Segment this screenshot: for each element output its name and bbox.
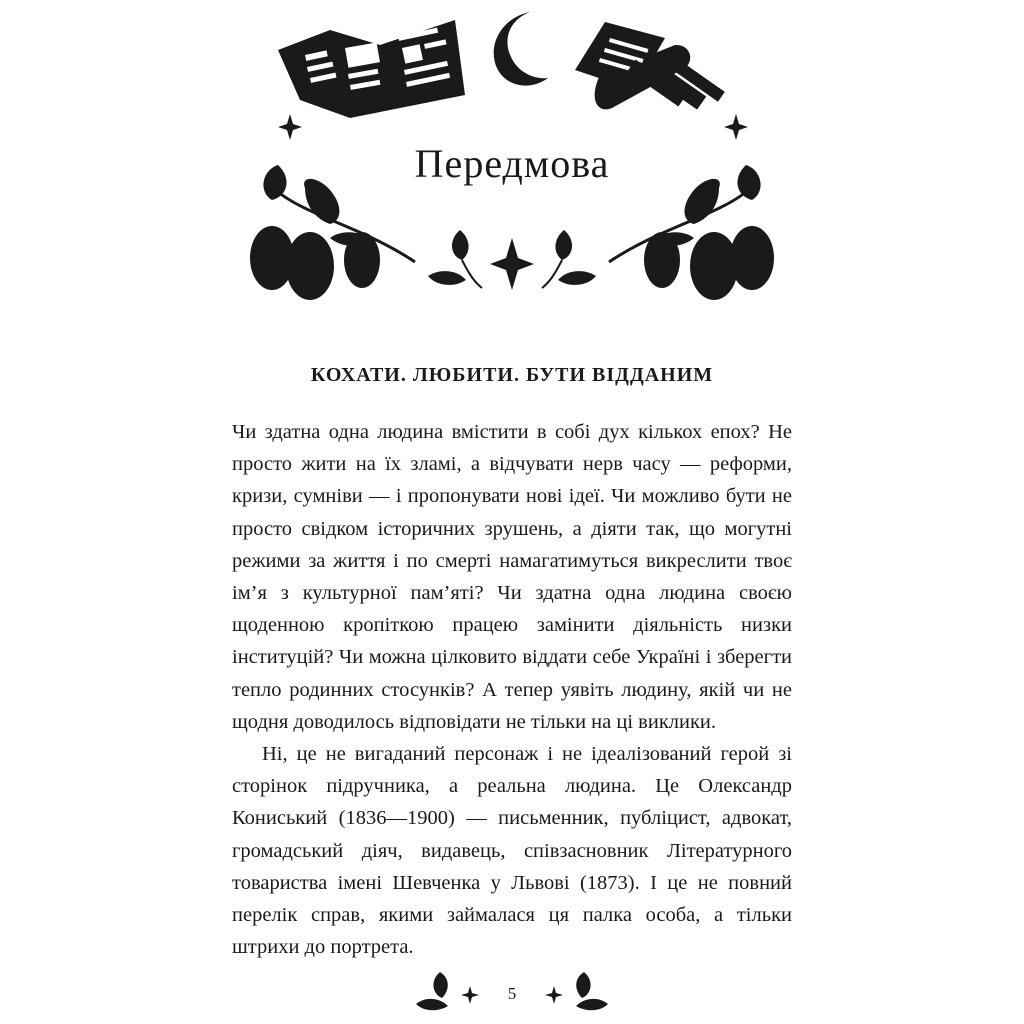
sparkle-icon xyxy=(490,238,534,290)
crescent-moon-icon xyxy=(494,12,548,86)
body-text xyxy=(232,416,792,963)
mulberry-icon xyxy=(644,226,774,300)
chapter-subtitle: КОХАТИ. ЛЮБИТИ. БУТИ ВІДДАНИМ xyxy=(310,364,714,386)
mulberry-icon xyxy=(250,226,380,300)
sparkle-icon xyxy=(278,114,302,140)
paragraph: Чи здатна одна людина вмістити в собі дух кількох епох? Не просто жити на їх зламі, а відчувати нерв часу — реформи, кризи, сумніви — і пропонувати нові ідеї. Чи можливо бути не просто свідком історичних зрушень, а діяти так, що могутні режими за життя і по смерті намагатимуться викреслити твоє ім’я з культурної пам’яті? Чи здатна одна людина своєю щоденною кропіткою працею замінити діяльність низки інституцій? Чи можна цілковито віддати себе Україні і зберегти тепло родинних стосунків? А тепер уявіть людину, якій чи не щодня доводилось відповідати не тільки на ці виклики. xyxy=(232,421,792,733)
chapter-title: Передмова xyxy=(414,141,610,186)
page-number: 5 xyxy=(507,984,517,1003)
books-icon xyxy=(575,22,725,110)
sparkle-icon xyxy=(724,114,748,140)
newspaper-icon xyxy=(278,20,465,118)
paragraph: Ні, це не вигаданий персонаж і не ідеалізований герой зі сторінок підручника, а реальна людина. Це Олександр Кониський (1836—1900) — письменник, публіцист, адвокат, громадський діяч, видавець, співзасновник Літературного товариства імені Шевченка у Львові (1873). І це не повний перелік справ, якими займалася ця палка особа, а тільки штрихи до портрета. xyxy=(232,743,792,959)
